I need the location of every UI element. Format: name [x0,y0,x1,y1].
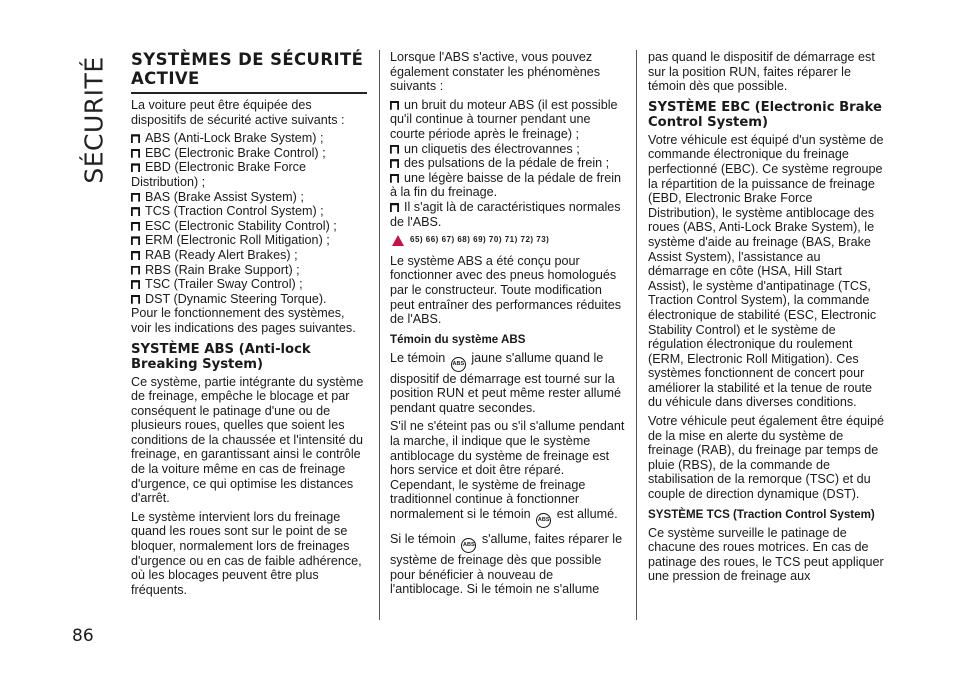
ebc-heading: SYSTÈME EBC (Electronic Brake Control System) [648,99,882,130]
bullet-icon [131,193,140,202]
systems-list [131,131,367,306]
column-divider [379,50,380,620]
continuation-paragraph: pas quand le dispositif de démarrage est sur la position RUN, faites réparer le témoin dès que possible. [648,50,875,94]
page-title: SYSTÈMES DE SÉCURITÉ ACTIVE [131,50,367,94]
ebc-paragraph-1: Votre véhicule est équipé d'un système de commande électronique du freinage perfectionné (EBC). Ce système regroupe la répartition de la puissance de freinage (EBD, Electronic Brake Force Distribution), le système antiblocage des roues (ABS, Anti-Lock Brake System), le système d'aide au freinage (BAS, Brake Assist System), l'assistance au démarrage en côte (HSA, Hill Start Assist), le système d'antipatinage (TCS, Traction Control System), la commande électronique de stabilité (ESC, Electronic Stability Control) et le système de régulation électronique du roulement (ERM, Electronic Roll Mitigation). Ces systèmes fonctionnent de concert pour améliorer la stabilité et la tenue de route du véhicule dans diverses conditions. [648,132,884,410]
bullet-icon [131,236,140,245]
list-item-text: RAB (Ready Alert Brakes) ; [145,247,298,262]
text-span: est allumé. [556,507,618,522]
list-item-text: ABS (Anti-Lock Brake System) ; [145,131,324,146]
list-item-text: un cliquetis des électrovannes ; [404,141,580,156]
abs-heading: SYSTÈME ABS (Anti-lock Breaking System) [131,341,311,372]
bullet-icon [131,163,140,172]
bullet-icon [131,266,140,275]
list-item [131,146,367,161]
list-item [131,204,367,219]
list-item [390,156,626,171]
list-item-text: EBD (Electronic Brake Force Distribution) ; [131,160,306,189]
column-1 [131,50,367,601]
bullet-icon [131,295,140,304]
list-item [131,233,367,248]
abs-warning-light-icon: ABS [461,538,476,553]
list-item [131,131,367,146]
list-item [131,277,367,292]
intro-text: La voiture peut être équipée des dispositifs de sécurité active suivants : [131,98,345,127]
indicator-paragraph-2 [390,419,626,528]
section-side-title-text: SÉCURITÉ [79,56,109,184]
list-item-text: ERM (Electronic Roll Mitigation) ; [145,233,330,248]
list-item-text: BAS (Brake Assist System) ; [145,189,304,204]
bullet-icon [390,101,399,110]
text-span: s'allume, faites réparer le système de freinage dès que possible pour bénéficier à nouveau de l'antiblocage. Si le témoin ne s'allume [390,532,623,597]
abs-indicator-heading: Témoin du système ABS [390,332,526,346]
list-item-text: un bruit du moteur ABS (il est possible qu'il continue à tourner pendant une courte période après le freinage) ; [390,97,618,141]
indicator-paragraph-3 [390,532,626,597]
list-item-text: des pulsations de la pédale de frein ; [404,156,610,171]
bullet-icon [131,149,140,158]
list-item [390,171,626,200]
outro-text: Pour le fonctionnement des systèmes, voir les indications des pages suivantes. [131,306,356,335]
bullet-icon [131,280,140,289]
list-item [390,142,626,157]
list-item [131,219,367,234]
column-divider [636,50,637,620]
indicator-paragraph-1 [390,351,626,416]
abs-paragraph-1: Ce système, partie intégrante du système de freinage, empêche le blocage et par conséquent le patinage d'une ou de plusieurs roues, quelles que soient les conditions de la chaussée et l'intensité du freinage, en garantissant ainsi le contrôle de la voiture même en cas de freinage d'urgence, ce qui optimise les distances d'arrêt. [131,374,364,506]
tcs-paragraph-1: Ce système surveille le patinage de chacune des roues motrices. En cas de patinage des roues, le TCS peut appliquer une pression de freinage aux [648,525,884,584]
list-item [131,292,367,307]
page-number: 86 [72,626,94,646]
warning-triangle-icon [392,235,404,246]
bullet-icon [390,145,399,154]
abs-warning-light-icon: ABS [451,357,466,372]
list-item [390,200,626,229]
section-side-title [74,50,114,190]
list-item-text: DST (Dynamic Steering Torque). [145,291,327,306]
column-3 [648,50,884,588]
abs-warning-light-icon: ABS [536,513,551,528]
text-span: jaune s'allume quand le dispositif de démarrage est tourné sur la position RUN et peut même rester allumé pendant quatre secondes. [390,350,621,415]
tcs-heading: SYSTÈME TCS (Traction Control System) [648,507,875,521]
bullet-icon [131,222,140,231]
text-span: Le témoin [390,350,446,365]
warning-references [392,233,626,248]
list-item-text: une légère baisse de la pédale de frein à la fin du freinage. [390,170,622,200]
list-item-text: TSC (Trailer Sway Control) ; [145,277,303,292]
bullet-icon [131,207,140,216]
text-span: Si le témoin [390,532,456,547]
list-item [131,248,367,263]
abs-paragraph-2: Le système intervient lors du freinage quand les roues sont sur le point de se bloquer, normalement lors de freinages d'urgence ou en cas de faible adhérence, où les blocages peuvent être plus fréquents. [131,509,362,597]
bullet-icon [131,251,140,260]
bullet-icon [390,203,399,212]
list-item [390,98,626,142]
column-2 [390,50,626,601]
list-item [131,190,367,205]
bullet-icon [131,134,140,143]
list-item-text: RBS (Rain Brake Support) ; [145,262,300,277]
bullet-icon [390,159,399,168]
text-span: S'il ne s'éteint pas ou s'il s'allume pendant la marche, il indique que le système antiblocage du système de freinage est hors service et doit être réparé. Cependant, le système de freinage traditionnel continue à fonctionner normalement si le témoin [390,419,625,522]
list-item [131,263,367,278]
abs-phenomena-intro: Lorsque l'ABS s'active, vous pouvez également constater les phénomènes suivants : [390,50,601,94]
list-item [131,160,367,189]
list-item-text: EBC (Electronic Brake Control) ; [145,145,326,160]
tires-paragraph: Le système ABS a été conçu pour fonctionner avec des pneus homologués par le constructeur. Toute modification peut entraîner des performances réduites de l'ABS. [390,253,622,327]
warning-reference-numbers: 65) 66) 67) 68) 69) 70) 71) 72) 73) [410,235,550,245]
list-item-text: TCS (Traction Control System) ; [145,204,324,219]
list-item-text: Il s'agit là de caractéristiques normales de l'ABS. [390,199,621,229]
ebc-paragraph-2: Votre véhicule peut également être équipé de la mise en alerte du système de freinage (RAB), du freinage par temps de pluie (RBS), de la commande de stabilisation de la remorque (TSC) et du couple de direction dynamique (DST). [648,414,884,502]
bullet-icon [390,174,399,183]
list-item-text: ESC (Electronic Stability Control) ; [145,218,337,233]
